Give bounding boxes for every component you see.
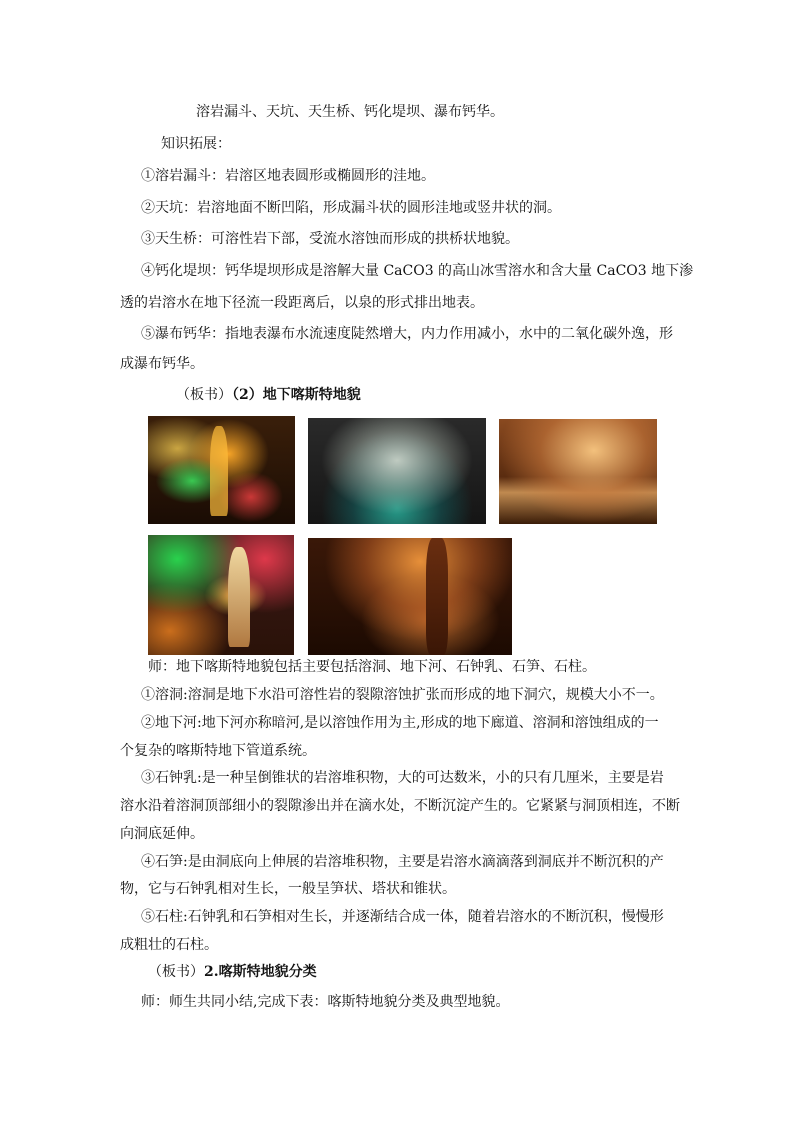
paragraph-underground-river-1: ②地下河:地下河亦称暗河,是以溶蚀作用为主,形成的地下廊道、溶洞和溶蚀组成的一 xyxy=(141,715,659,731)
paragraph-stalactite-1: ③石钟乳:是一种呈倒锥状的岩溶堆积物，大的可达数米，小的只有几厘米，主要是岩 xyxy=(141,770,664,786)
paragraph-waterfall-tufa-1: ⑤瀑布钙华：指地表瀑布水流速度陡然增大，内力作用减小，水中的二氧化碳外逸，形 xyxy=(141,326,673,342)
paragraph-tiankeng: ②天坑：岩溶地面不断凹陷，形成漏斗状的圆形洼地或竖井状的洞。 xyxy=(141,200,561,216)
cave-photo-colorful-lights xyxy=(148,416,295,524)
section-heading-underground-karst xyxy=(176,386,361,404)
paragraph-calcified-dam-2: 透的岩溶水在地下径流一段距离后，以泉的形式排出地表。 xyxy=(120,295,484,311)
paragraph-stalactite-2: 溶水沿着溶洞顶部细小的裂隙渗出并在滴水处，不断沉淀产生的。它紧紧与洞顶相连，不断 xyxy=(120,798,680,814)
paragraph-stalactite-3: 向洞底延伸。 xyxy=(120,826,204,842)
paragraph-stone-pillar-1: ⑤石柱:石钟乳和石笋相对生长，并逐渐结合成一体，随着岩溶水的不断沉积，慢慢形 xyxy=(141,909,664,925)
teacher-summary-line: 师：师生共同小结,完成下表：喀斯特地貌分类及典型地貌。 xyxy=(141,994,510,1010)
blackboard-label: （板书） xyxy=(148,964,204,980)
paragraph-calcified-dam-1: ④钙化堤坝：钙华堤坝形成是溶解大量 CaCO3 的高山冰雪溶水和含大量 CaCO3 地下渗 xyxy=(141,263,694,279)
paragraph-stone-pillar-2: 成粗壮的石柱。 xyxy=(120,937,218,953)
paragraph-karst-funnel: ①溶岩漏斗：岩溶区地表圆形或椭圆形的洼地。 xyxy=(141,168,435,184)
section-title: （2）地下喀斯特地貌 xyxy=(232,387,361,403)
paragraph-solution-cave: ①溶洞:溶洞是地下水沿可溶性岩的裂隙溶蚀扩张而形成的地下洞穴，规模大小不一。 xyxy=(141,687,664,703)
teacher-underground-intro: 师：地下喀斯特地貌包括主要包括溶洞、地下河、石钟乳、石笋、石柱。 xyxy=(148,659,596,675)
paragraph-stalagmite-1: ④石笋:是由洞底向上伸展的岩溶堆积物，主要是岩溶水滴滴落到洞底并不断沉积的产 xyxy=(141,854,664,870)
cave-photo-underground-river xyxy=(308,418,486,524)
cave-photo-stalactites xyxy=(499,419,657,524)
section-heading-karst-classification xyxy=(148,963,317,981)
cave-photo-stone-pillar xyxy=(308,538,512,655)
section-title: 2.喀斯特地貌分类 xyxy=(204,964,317,980)
paragraph-waterfall-tufa-2: 成瀑布钙华。 xyxy=(120,356,204,372)
landform-list: 溶岩漏斗、天坑、天生桥、钙化堤坝、瀑布钙华。 xyxy=(196,104,504,120)
paragraph-stalagmite-2: 物，它与石钟乳相对生长，一般呈笋状、塔状和锥状。 xyxy=(120,881,456,897)
cave-photo-stalagmite xyxy=(148,535,294,655)
paragraph-underground-river-2: 个复杂的喀斯特地下管道系统。 xyxy=(120,743,316,759)
paragraph-natural-bridge: ③天生桥：可溶性岩下部，受流水溶蚀而形成的拱桥状地貌。 xyxy=(141,231,519,247)
blackboard-label: （板书） xyxy=(176,387,232,403)
knowledge-extension-heading: 知识拓展： xyxy=(161,136,231,152)
